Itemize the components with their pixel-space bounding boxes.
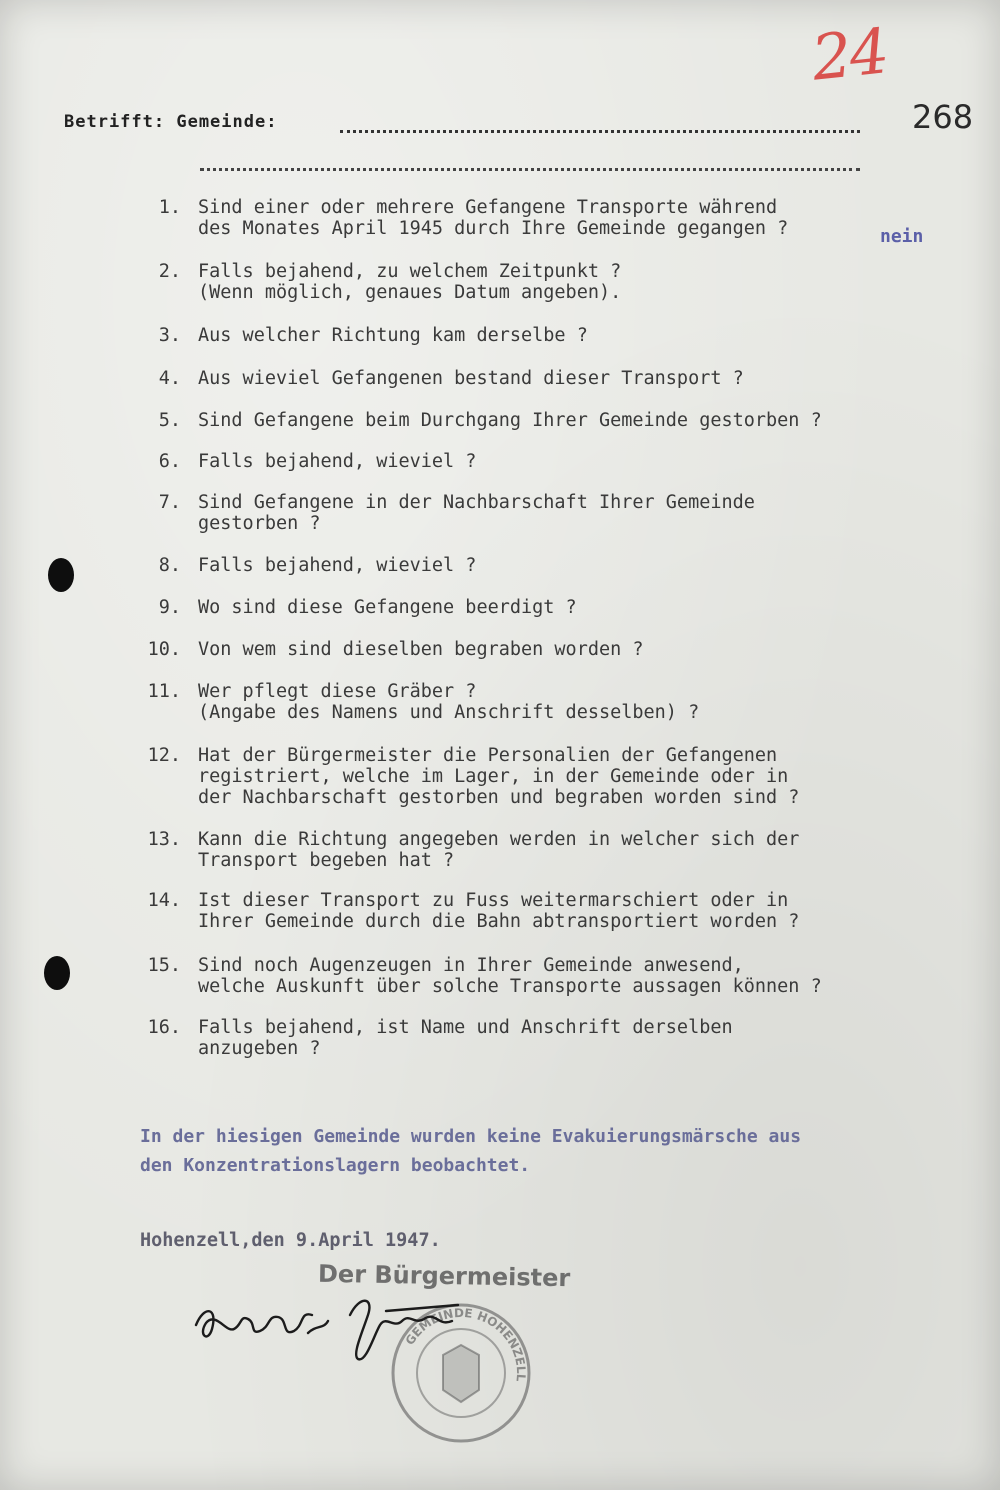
betrifft-line: Betrifft: Gemeinde:	[64, 112, 278, 132]
question-text: Falls bejahend, wieviel ?	[198, 451, 477, 472]
svg-text:GEMEINDE HOHENZELL: GEMEINDE HOHENZELL	[402, 1305, 529, 1383]
question-text: Sind Gefangene beim Durchgang Ihrer Gemeinde gestorben ?	[198, 410, 822, 431]
question-text: Sind Gefangene in der Nachbarschaft Ihrer Gemeinde gestorben ?	[198, 492, 755, 534]
question-text: Aus welcher Richtung kam derselbe ?	[198, 325, 588, 346]
question-text: Falls bejahend, ist Name und Anschrift derselben anzugeben ?	[198, 1017, 733, 1059]
question-number: 2.	[158, 261, 181, 282]
question-text: Wo sind diese Gefangene beerdigt ?	[198, 597, 577, 618]
question-number: 16.	[147, 1017, 181, 1038]
question-text: Sind einer oder mehrere Gefangene Transporte während des Monates April 1945 durch Ihre Gemeinde gegangen ?	[198, 197, 789, 239]
question-number: 7.	[158, 492, 181, 513]
question-text: Ist dieser Transport zu Fuss weitermarschiert oder in Ihrer Gemeinde durch die Bahn abtransportiert worden ?	[198, 890, 800, 932]
subheader-dotted-line	[200, 168, 860, 171]
question-text: Hat der Bürgermeister die Personalien der Gefangenen registriert, welche im Lager, in der Gemeinde oder in der Nachbarschaft gestorben und begraben worden sind ?	[198, 745, 800, 808]
page-number: 268	[912, 98, 974, 136]
question-number: 12.	[147, 745, 181, 766]
handwritten-red-number: 24	[808, 14, 891, 95]
question-number: 1.	[158, 197, 181, 218]
question-number: 11.	[147, 681, 181, 702]
question-text: Falls bejahend, zu welchem Zeitpunkt ? (Wenn möglich, genaues Datum angeben).	[198, 261, 622, 303]
handwritten-signature	[190, 1285, 510, 1365]
question-number: 10.	[147, 639, 181, 660]
place-and-date: Hohenzell,den 9.April 1947.	[140, 1230, 441, 1251]
question-text: Sind noch Augenzeugen in Ihrer Gemeinde anwesend, welche Auskunft über solche Transporte aussagen können ?	[198, 955, 822, 997]
question-text: Von wem sind dieselben begraben worden ?	[198, 639, 644, 660]
question-text: Wer pflegt diese Gräber ? (Angabe des Namens und Anschrift desselben) ?	[198, 681, 700, 723]
question-number: 6.	[158, 451, 181, 472]
question-number: 5.	[158, 410, 181, 431]
punch-hole	[48, 558, 74, 592]
header-dotted-line	[340, 130, 860, 133]
punch-hole	[44, 956, 70, 990]
question-number: 9.	[158, 597, 181, 618]
question-number: 15.	[147, 955, 181, 976]
question-text: Kann die Richtung angegeben werden in welcher sich der Transport begeben hat ?	[198, 829, 800, 871]
question-text: Falls bejahend, wieviel ?	[198, 555, 477, 576]
question-text: Aus wieviel Gefangenen bestand dieser Transport ?	[198, 368, 744, 389]
question-number: 14.	[147, 890, 181, 911]
statement-text: In der hiesigen Gemeinde wurden keine Evakuierungsmärsche aus den Konzentrationslagern beobachtet.	[140, 1126, 802, 1176]
question-number: 13.	[147, 829, 181, 850]
question-number: 3.	[158, 325, 181, 346]
answer-question-1: nein	[880, 226, 924, 247]
question-number: 4.	[158, 368, 181, 389]
mayor-title-stamp: Der Bürgermeister	[317, 1259, 571, 1293]
question-number: 8.	[158, 555, 181, 576]
